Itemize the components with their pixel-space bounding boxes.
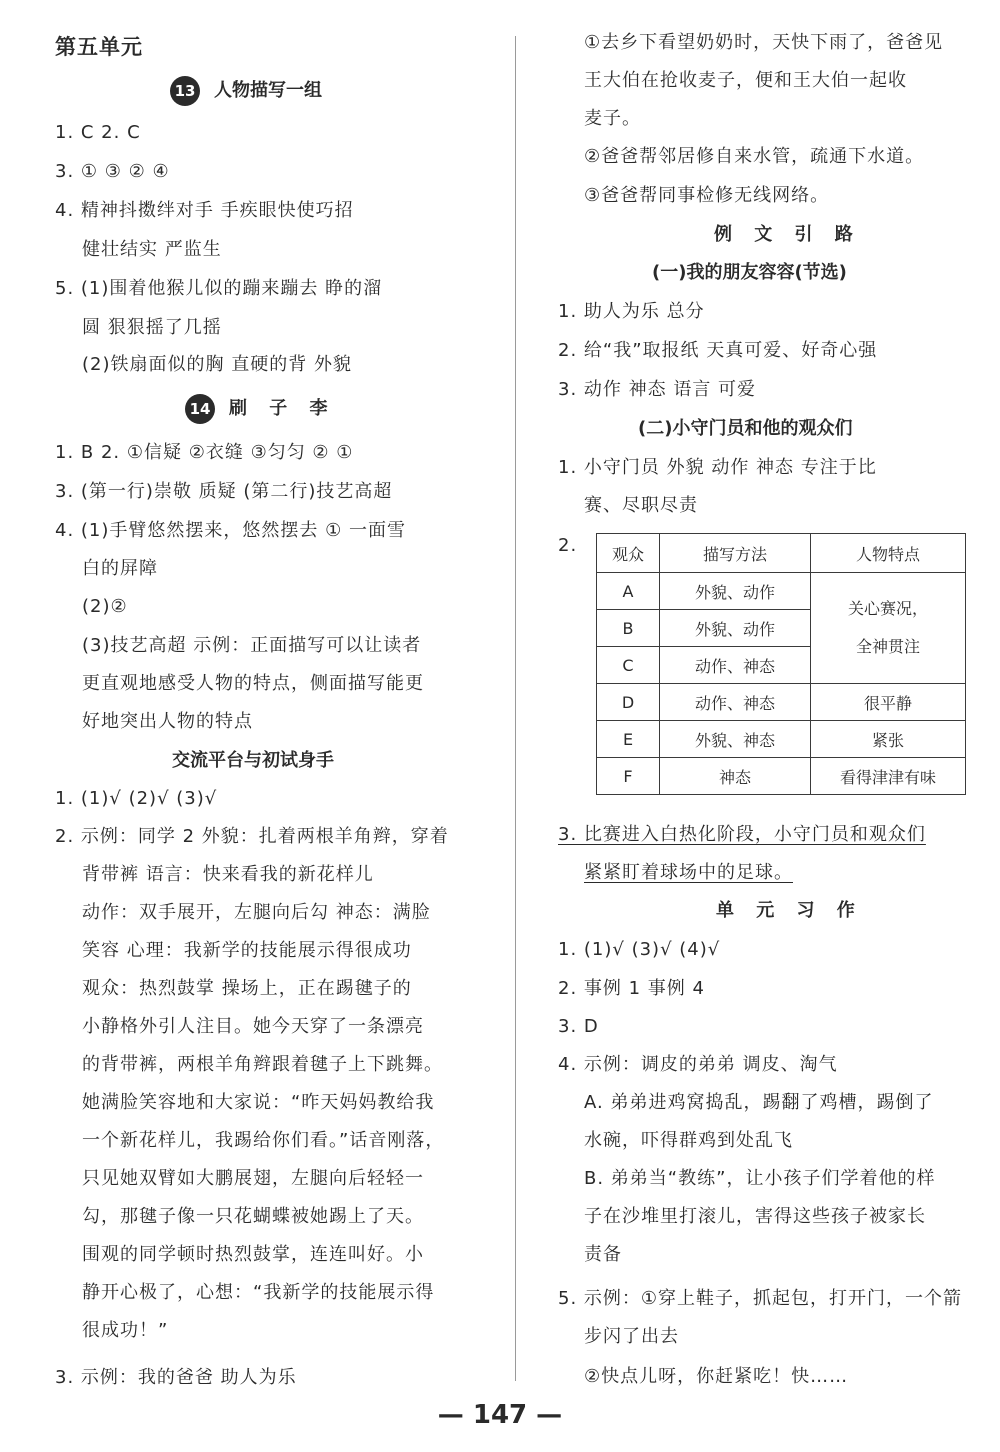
jl-line: 静开心极了，心想：“我新学的技能展示得 <box>82 1282 435 1303</box>
table-row <box>597 684 966 721</box>
table-cell: 神态 <box>660 758 811 795</box>
q3-line: 紧紧盯着球场中的足球。 <box>584 862 793 883</box>
rt-line: 麦子。 <box>584 108 641 129</box>
table-cell: 外貌、动作 <box>660 573 811 610</box>
s13-line: 5. (1)围着他猴儿似的蹦来蹦去 睁的溜 <box>55 278 383 299</box>
s14-line: 白的屏障 <box>82 558 158 579</box>
lw2-line: 2. <box>558 535 578 556</box>
page-number: — 147 — <box>437 1400 563 1430</box>
table-cell: B <box>597 610 660 647</box>
lw2-heading: (二)小守门员和他的观众们 <box>638 418 853 439</box>
section-14-badge: 14 <box>185 394 215 424</box>
section-13-badge: 13 <box>170 76 200 106</box>
table-cell: D <box>597 684 660 721</box>
unit-title: 第五单元 <box>55 35 143 59</box>
s13-line: (2)铁扇面似的胸 直硬的背 外貌 <box>82 354 352 375</box>
table-cell: 很平静 <box>811 684 966 721</box>
jl-line: 3. 示例：我的爸爸 助人为乐 <box>55 1367 297 1388</box>
table-header: 人物特点 <box>811 534 966 573</box>
table-header-row <box>597 534 966 573</box>
section-14-heading <box>185 394 336 424</box>
dy-line: 4. 示例：调皮的弟弟 调皮、淘气 <box>558 1054 838 1075</box>
dy-line: A. 弟弟进鸡窝捣乱，踢翻了鸡槽，踢倒了 <box>584 1092 934 1113</box>
table-cell: 动作、神态 <box>660 647 811 684</box>
jl-line: 一个新花样儿，我踢给你们看。”话音刚落， <box>82 1130 445 1151</box>
jl-line: 2. 示例：同学 2 外貌：扎着两根羊角辫，穿着 <box>55 826 449 847</box>
table-cell: A <box>597 573 660 610</box>
jl-line: 观众：热烈鼓掌 操场上，正在踢毽子的 <box>82 978 412 999</box>
table-cell: 外貌、动作 <box>660 610 811 647</box>
section-13-heading <box>170 76 322 106</box>
observers-table <box>596 533 966 795</box>
section-13-title: 人物描写一组 <box>214 80 322 101</box>
merged-trait-line: 关心赛况， <box>847 599 928 618</box>
s13-line: 4. 精神抖擞绊对手 手疾眼快使巧招 <box>55 200 354 221</box>
jl-line: 的背带裤，两根羊角辫跟着毽子上下跳舞。 <box>82 1054 443 1075</box>
table-cell: E <box>597 721 660 758</box>
table-cell: 紧张 <box>811 721 966 758</box>
s13-line: 3. ① ③ ② ④ <box>55 161 170 182</box>
s14-line: 4. (1)手臂悠然摆来，悠然摆去 ① 一面雪 <box>55 520 406 541</box>
dy-line: 5. 示例：①穿上鞋子，抓起包，打开门，一个箭 <box>558 1288 963 1309</box>
table-cell: F <box>597 758 660 795</box>
section-dy-heading: 单 元 习 作 <box>716 900 863 921</box>
jl-line: 很成功！” <box>82 1320 169 1341</box>
lw1-line: 2. 给“我”取报纸 天真可爱、好奇心强 <box>558 340 878 361</box>
table-header: 观众 <box>597 534 660 573</box>
jl-line: 小静格外引人注目。她今天穿了一条漂亮 <box>82 1016 424 1037</box>
rt-line: 王大伯在抢收麦子，便和王大伯一起收 <box>584 70 907 91</box>
table-cell: 外貌、神态 <box>660 721 811 758</box>
jl-line: 围观的同学顿时热烈鼓掌，连连叫好。小 <box>82 1244 424 1265</box>
table-row <box>597 721 966 758</box>
table-row <box>597 573 966 610</box>
jl-line: 她满脸笑容地和大家说：“昨天妈妈教给我 <box>82 1092 435 1113</box>
table-cell: C <box>597 647 660 684</box>
dy-line: 2. 事例 1 事例 4 <box>558 978 705 999</box>
jl-line: 1. (1)√ (2)√ (3)√ <box>55 788 218 809</box>
jl-line: 背带裤 语言：快来看我的新花样儿 <box>82 864 374 885</box>
lw1-line: 1. 助人为乐 总分 <box>558 301 705 322</box>
s13-line: 1. C 2. C <box>55 122 141 143</box>
dy-line: 水碗，吓得群鸡到处乱飞 <box>584 1130 793 1151</box>
dy-line: 责备 <box>584 1244 622 1265</box>
table-cell-merged <box>811 573 966 684</box>
s14-line: (3)技艺高超 示例：正面描写可以让读者 <box>82 635 422 656</box>
jl-line: 笑容 心理：我新学的技能展示得很成功 <box>82 940 412 961</box>
s14-line: 好地突出人物的特点 <box>82 711 253 732</box>
section-jl-heading: 交流平台与初试身手 <box>172 750 334 771</box>
jl-line: 动作：双手展开，左腿向后勾 神态：满脸 <box>82 902 431 923</box>
dy-line: ②快点儿呀，你赶紧吃！快…… <box>584 1366 849 1387</box>
lw2-line: 1. 小守门员 外貌 动作 神态 专注于比 <box>558 457 877 478</box>
jl-line: 只见她双臂如大鹏展翅，左腿向后轻轻一 <box>82 1168 424 1189</box>
rt-line: ②爸爸帮邻居修自来水管，疏通下水道。 <box>584 146 925 167</box>
s14-line: 1. B 2. ①信疑 ②衣缝 ③匀匀 ② ① <box>55 442 354 463</box>
dy-line: 1. (1)√ (3)√ (4)√ <box>558 939 721 960</box>
merged-trait-line: 全神贯注 <box>855 637 920 656</box>
dy-line: 子在沙堆里打滚儿，害得这些孩子被家长 <box>584 1206 926 1227</box>
s13-line: 圆 狠狠摇了几摇 <box>82 317 222 338</box>
s13-line: 健壮结实 严监生 <box>82 239 222 260</box>
lw1-line: 3. 动作 神态 语言 可爱 <box>558 379 757 400</box>
section-lw-heading: 例 文 引 路 <box>714 224 861 245</box>
lw2-line: 赛、尽职尽责 <box>584 495 698 516</box>
rt-line: ①去乡下看望奶奶时，天快下雨了，爸爸见 <box>584 32 944 53</box>
s14-line: 3. (第一行)崇敬 质疑 (第二行)技艺高超 <box>55 481 393 502</box>
table-header: 描写方法 <box>660 534 811 573</box>
lw1-heading: (一)我的朋友容容(节选) <box>652 262 847 283</box>
table-row <box>597 758 966 795</box>
dy-line: 3. D <box>558 1016 599 1037</box>
dy-line: 步闪了出去 <box>584 1326 679 1347</box>
q3-line: 3. 比赛进入白热化阶段，小守门员和观众们 <box>558 824 926 845</box>
s14-line: (2)② <box>82 596 128 617</box>
jl-line: 勾，那毽子像一只花蝴蝶被她踢上了天。 <box>82 1206 424 1227</box>
column-divider <box>515 36 516 1381</box>
table-cell: 看得津津有味 <box>811 758 966 795</box>
table-cell: 动作、神态 <box>660 684 811 721</box>
rt-line: ③爸爸帮同事检修无线网络。 <box>584 185 830 206</box>
dy-line: B. 弟弟当“教练”，让小孩子们学着他的样 <box>584 1168 936 1189</box>
section-14-title: 刷 子 李 <box>229 398 336 419</box>
s14-line: 更直观地感受人物的特点，侧面描写能更 <box>82 673 424 694</box>
